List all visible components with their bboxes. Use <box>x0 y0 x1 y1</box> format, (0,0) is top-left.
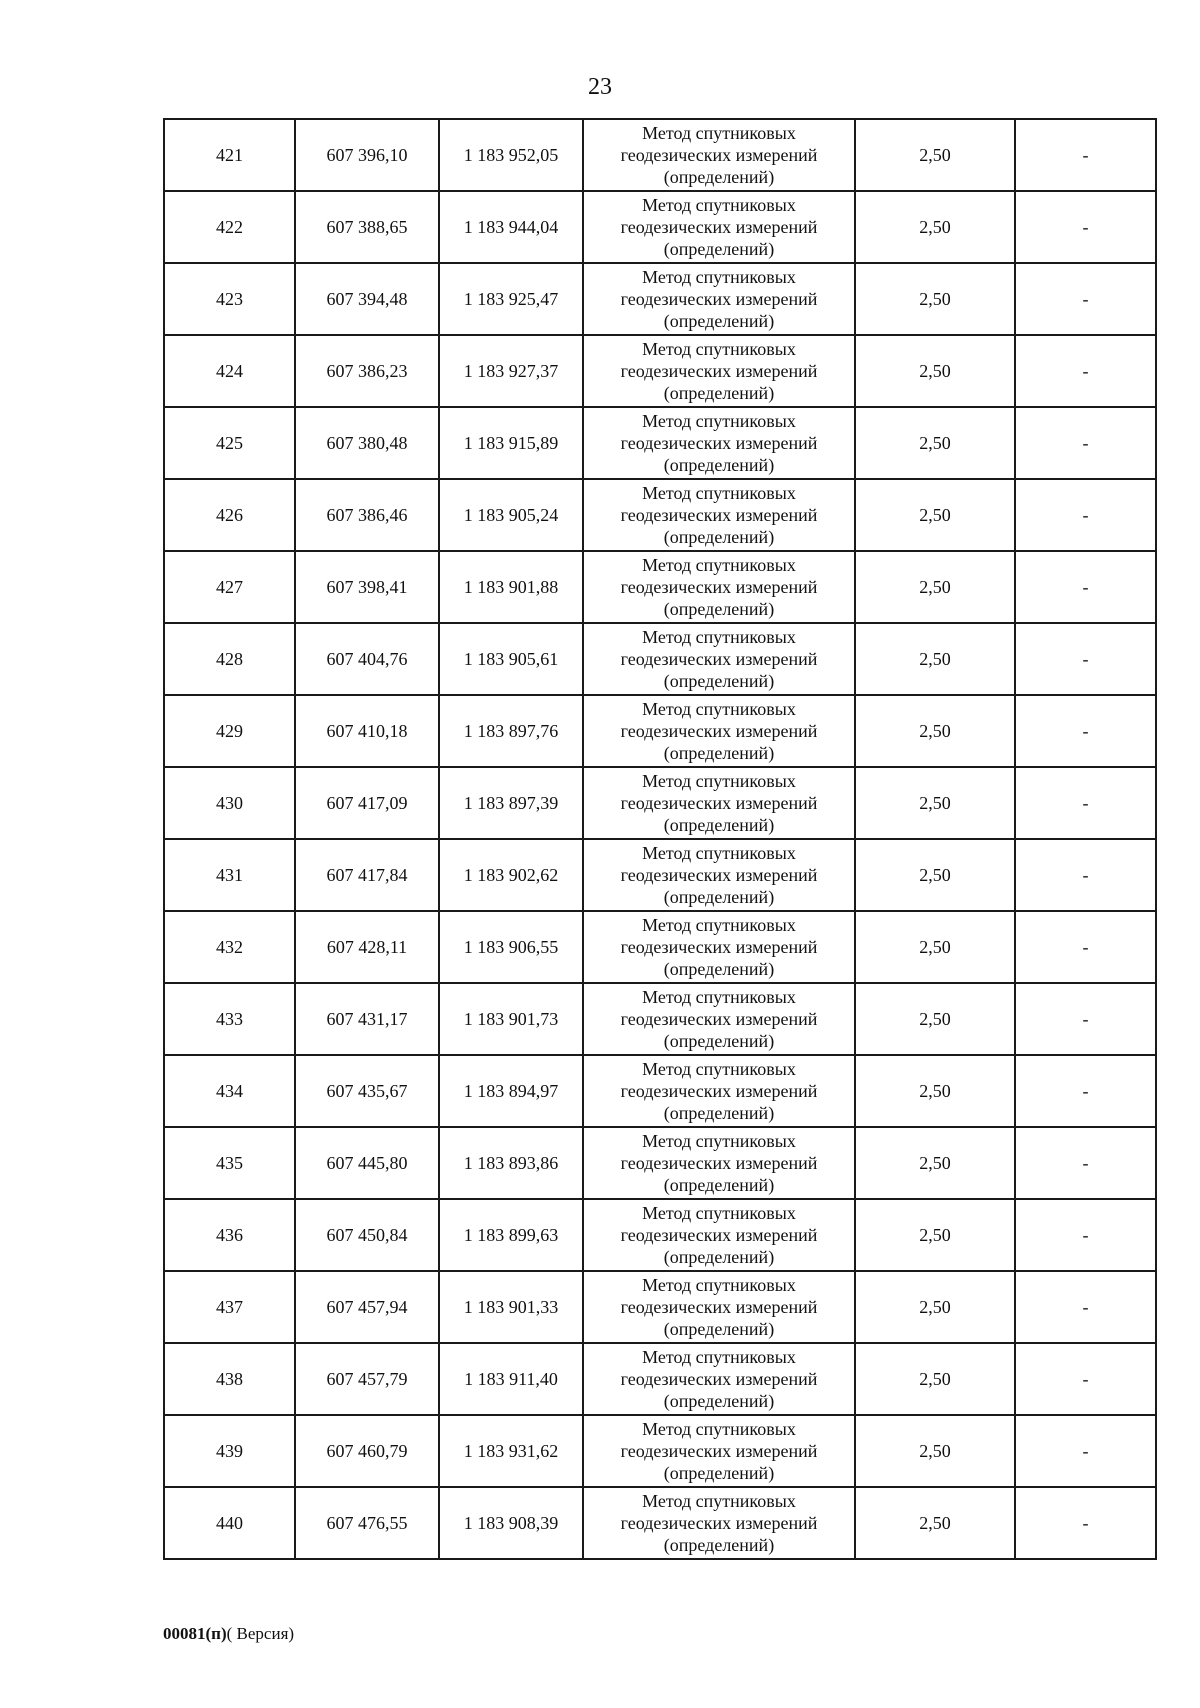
x-coordinate-cell: 607 476,55 <box>295 1487 439 1559</box>
y-coordinate-cell: 1 183 911,40 <box>439 1343 583 1415</box>
method-cell <box>583 623 855 695</box>
method-line: геодезических измерений <box>620 217 818 237</box>
method-line: Метод спутниковых <box>642 843 796 863</box>
form-code-number: 00081(п) <box>163 1624 227 1643</box>
method-cell <box>583 1343 855 1415</box>
method-line: Метод спутниковых <box>642 555 796 575</box>
method-cell <box>583 695 855 767</box>
method-line: Метод спутниковых <box>642 1203 796 1223</box>
method-line: геодезических измерений <box>620 865 818 885</box>
method-line: Метод спутниковых <box>642 411 796 431</box>
point-number-cell: 436 <box>164 1199 295 1271</box>
point-number-cell: 425 <box>164 407 295 479</box>
y-coordinate-cell: 1 183 952,05 <box>439 119 583 191</box>
method-line: (определений) <box>663 527 775 547</box>
method-line: Метод спутниковых <box>642 195 796 215</box>
method-line: геодезических измерений <box>620 721 818 741</box>
y-coordinate-cell: 1 183 915,89 <box>439 407 583 479</box>
description-cell: - <box>1015 1055 1156 1127</box>
method-line: Метод спутниковых <box>642 1419 796 1439</box>
table-row <box>164 911 1156 983</box>
form-code-version: ( Версия) <box>226 1624 295 1643</box>
accuracy-cell: 2,50 <box>855 1415 1015 1487</box>
description-cell: - <box>1015 479 1156 551</box>
method-cell <box>583 1271 855 1343</box>
accuracy-cell: 2,50 <box>855 335 1015 407</box>
method-line: Метод спутниковых <box>642 627 796 647</box>
method-line: (определений) <box>663 383 775 403</box>
table-row <box>164 1271 1156 1343</box>
table-row <box>164 1055 1156 1127</box>
method-line: (определений) <box>663 815 775 835</box>
accuracy-cell: 2,50 <box>855 551 1015 623</box>
method-cell <box>583 551 855 623</box>
method-line: геодезических измерений <box>620 433 818 453</box>
accuracy-cell: 2,50 <box>855 1487 1015 1559</box>
x-coordinate-cell: 607 445,80 <box>295 1127 439 1199</box>
description-cell: - <box>1015 1487 1156 1559</box>
point-number-cell: 438 <box>164 1343 295 1415</box>
method-line: геодезических измерений <box>620 361 818 381</box>
table-row <box>164 407 1156 479</box>
y-coordinate-cell: 1 183 897,39 <box>439 767 583 839</box>
x-coordinate-cell: 607 386,23 <box>295 335 439 407</box>
method-line: Метод спутниковых <box>642 123 796 143</box>
y-coordinate-cell: 1 183 901,73 <box>439 983 583 1055</box>
method-line: геодезических измерений <box>620 1225 818 1245</box>
y-coordinate-cell: 1 183 901,33 <box>439 1271 583 1343</box>
y-coordinate-cell: 1 183 899,63 <box>439 1199 583 1271</box>
y-coordinate-cell: 1 183 908,39 <box>439 1487 583 1559</box>
method-line: геодезических измерений <box>620 1153 818 1173</box>
form-code <box>163 1623 294 1645</box>
x-coordinate-cell: 607 435,67 <box>295 1055 439 1127</box>
method-line: Метод спутниковых <box>642 483 796 503</box>
y-coordinate-cell: 1 183 902,62 <box>439 839 583 911</box>
method-line: (определений) <box>663 1031 775 1051</box>
point-number-cell: 435 <box>164 1127 295 1199</box>
method-line: геодезических измерений <box>620 1081 818 1101</box>
table-row <box>164 1127 1156 1199</box>
x-coordinate-cell: 607 450,84 <box>295 1199 439 1271</box>
method-line: (определений) <box>663 743 775 763</box>
x-coordinate-cell: 607 417,84 <box>295 839 439 911</box>
point-number-cell: 439 <box>164 1415 295 1487</box>
coordinates-table-body <box>164 119 1156 1559</box>
point-number-cell: 432 <box>164 911 295 983</box>
table-row <box>164 1415 1156 1487</box>
point-number-cell: 428 <box>164 623 295 695</box>
y-coordinate-cell: 1 183 944,04 <box>439 191 583 263</box>
table-row <box>164 263 1156 335</box>
accuracy-cell: 2,50 <box>855 911 1015 983</box>
method-line: (определений) <box>663 1247 775 1267</box>
x-coordinate-cell: 607 388,65 <box>295 191 439 263</box>
accuracy-cell: 2,50 <box>855 191 1015 263</box>
y-coordinate-cell: 1 183 894,97 <box>439 1055 583 1127</box>
table-row <box>164 479 1156 551</box>
point-number-cell: 434 <box>164 1055 295 1127</box>
y-coordinate-cell: 1 183 901,88 <box>439 551 583 623</box>
method-cell <box>583 911 855 983</box>
accuracy-cell: 2,50 <box>855 1199 1015 1271</box>
description-cell: - <box>1015 263 1156 335</box>
x-coordinate-cell: 607 396,10 <box>295 119 439 191</box>
method-cell <box>583 767 855 839</box>
description-cell: - <box>1015 1199 1156 1271</box>
method-line: (определений) <box>663 1319 775 1339</box>
x-coordinate-cell: 607 460,79 <box>295 1415 439 1487</box>
x-coordinate-cell: 607 410,18 <box>295 695 439 767</box>
method-cell <box>583 479 855 551</box>
description-cell: - <box>1015 119 1156 191</box>
x-coordinate-cell: 607 431,17 <box>295 983 439 1055</box>
description-cell: - <box>1015 191 1156 263</box>
y-coordinate-cell: 1 183 906,55 <box>439 911 583 983</box>
method-cell <box>583 1127 855 1199</box>
method-line: Метод спутниковых <box>642 915 796 935</box>
method-line: Метод спутниковых <box>642 1275 796 1295</box>
accuracy-cell: 2,50 <box>855 479 1015 551</box>
method-line: (определений) <box>663 1103 775 1123</box>
method-line: (определений) <box>663 599 775 619</box>
table-row <box>164 839 1156 911</box>
method-cell <box>583 1487 855 1559</box>
method-line: геодезических измерений <box>620 577 818 597</box>
method-cell <box>583 1199 855 1271</box>
point-number-cell: 424 <box>164 335 295 407</box>
coordinates-table <box>163 118 1157 1560</box>
point-number-cell: 426 <box>164 479 295 551</box>
method-line: геодезических измерений <box>620 793 818 813</box>
method-line: геодезических измерений <box>620 289 818 309</box>
x-coordinate-cell: 607 457,94 <box>295 1271 439 1343</box>
y-coordinate-cell: 1 183 905,24 <box>439 479 583 551</box>
method-line: (определений) <box>663 887 775 907</box>
accuracy-cell: 2,50 <box>855 623 1015 695</box>
method-line: (определений) <box>663 1175 775 1195</box>
point-number-cell: 440 <box>164 1487 295 1559</box>
method-cell <box>583 839 855 911</box>
accuracy-cell: 2,50 <box>855 1127 1015 1199</box>
point-number-cell: 437 <box>164 1271 295 1343</box>
table-row <box>164 551 1156 623</box>
description-cell: - <box>1015 767 1156 839</box>
method-line: (определений) <box>663 671 775 691</box>
method-line: геодезических измерений <box>620 1297 818 1317</box>
description-cell: - <box>1015 407 1156 479</box>
method-line: Метод спутниковых <box>642 1131 796 1151</box>
x-coordinate-cell: 607 404,76 <box>295 623 439 695</box>
accuracy-cell: 2,50 <box>855 695 1015 767</box>
table-row <box>164 191 1156 263</box>
table-row <box>164 1199 1156 1271</box>
accuracy-cell: 2,50 <box>855 263 1015 335</box>
description-cell: - <box>1015 623 1156 695</box>
method-line: геодезических измерений <box>620 1009 818 1029</box>
method-cell <box>583 191 855 263</box>
method-line: Метод спутниковых <box>642 1059 796 1079</box>
method-line: Метод спутниковых <box>642 771 796 791</box>
method-line: геодезических измерений <box>620 505 818 525</box>
method-line: Метод спутниковых <box>642 699 796 719</box>
method-line: Метод спутниковых <box>642 1491 796 1511</box>
description-cell: - <box>1015 839 1156 911</box>
accuracy-cell: 2,50 <box>855 1055 1015 1127</box>
description-cell: - <box>1015 1271 1156 1343</box>
description-cell: - <box>1015 1343 1156 1415</box>
y-coordinate-cell: 1 183 897,76 <box>439 695 583 767</box>
x-coordinate-cell: 607 398,41 <box>295 551 439 623</box>
accuracy-cell: 2,50 <box>855 1343 1015 1415</box>
method-line: Метод спутниковых <box>642 267 796 287</box>
method-line: (определений) <box>663 1391 775 1411</box>
x-coordinate-cell: 607 457,79 <box>295 1343 439 1415</box>
method-line: (определений) <box>663 1535 775 1555</box>
y-coordinate-cell: 1 183 931,62 <box>439 1415 583 1487</box>
description-cell: - <box>1015 1127 1156 1199</box>
method-line: (определений) <box>663 959 775 979</box>
description-cell: - <box>1015 983 1156 1055</box>
accuracy-cell: 2,50 <box>855 839 1015 911</box>
point-number-cell: 427 <box>164 551 295 623</box>
description-cell: - <box>1015 335 1156 407</box>
method-line: геодезических измерений <box>620 937 818 957</box>
accuracy-cell: 2,50 <box>855 1271 1015 1343</box>
table-row <box>164 767 1156 839</box>
method-line: (определений) <box>663 167 775 187</box>
x-coordinate-cell: 607 394,48 <box>295 263 439 335</box>
table-row <box>164 119 1156 191</box>
description-cell: - <box>1015 551 1156 623</box>
method-cell <box>583 983 855 1055</box>
description-cell: - <box>1015 911 1156 983</box>
table-row <box>164 695 1156 767</box>
table-row <box>164 1343 1156 1415</box>
method-line: (определений) <box>663 311 775 331</box>
y-coordinate-cell: 1 183 925,47 <box>439 263 583 335</box>
method-cell <box>583 1055 855 1127</box>
point-number-cell: 430 <box>164 767 295 839</box>
y-coordinate-cell: 1 183 927,37 <box>439 335 583 407</box>
x-coordinate-cell: 607 417,09 <box>295 767 439 839</box>
method-cell <box>583 335 855 407</box>
method-line: геодезических измерений <box>620 145 818 165</box>
method-line: геодезических измерений <box>620 1513 818 1533</box>
page-number: 23 <box>588 74 612 100</box>
method-line: (определений) <box>663 1463 775 1483</box>
method-line: Метод спутниковых <box>642 339 796 359</box>
accuracy-cell: 2,50 <box>855 407 1015 479</box>
y-coordinate-cell: 1 183 893,86 <box>439 1127 583 1199</box>
method-line: Метод спутниковых <box>642 987 796 1007</box>
table-row <box>164 1487 1156 1559</box>
point-number-cell: 429 <box>164 695 295 767</box>
method-line: (определений) <box>663 239 775 259</box>
point-number-cell: 431 <box>164 839 295 911</box>
table-row <box>164 623 1156 695</box>
point-number-cell: 423 <box>164 263 295 335</box>
method-line: Метод спутниковых <box>642 1347 796 1367</box>
method-cell <box>583 407 855 479</box>
description-cell: - <box>1015 695 1156 767</box>
accuracy-cell: 2,50 <box>855 767 1015 839</box>
method-line: геодезических измерений <box>620 1369 818 1389</box>
method-line: геодезических измерений <box>620 649 818 669</box>
point-number-cell: 433 <box>164 983 295 1055</box>
table-row <box>164 335 1156 407</box>
point-number-cell: 421 <box>164 119 295 191</box>
method-cell <box>583 263 855 335</box>
x-coordinate-cell: 607 386,46 <box>295 479 439 551</box>
x-coordinate-cell: 607 380,48 <box>295 407 439 479</box>
method-line: (определений) <box>663 455 775 475</box>
method-line: геодезических измерений <box>620 1441 818 1461</box>
x-coordinate-cell: 607 428,11 <box>295 911 439 983</box>
accuracy-cell: 2,50 <box>855 983 1015 1055</box>
method-cell <box>583 119 855 191</box>
accuracy-cell: 2,50 <box>855 119 1015 191</box>
point-number-cell: 422 <box>164 191 295 263</box>
method-cell <box>583 1415 855 1487</box>
y-coordinate-cell: 1 183 905,61 <box>439 623 583 695</box>
table-row <box>164 983 1156 1055</box>
description-cell: - <box>1015 1415 1156 1487</box>
